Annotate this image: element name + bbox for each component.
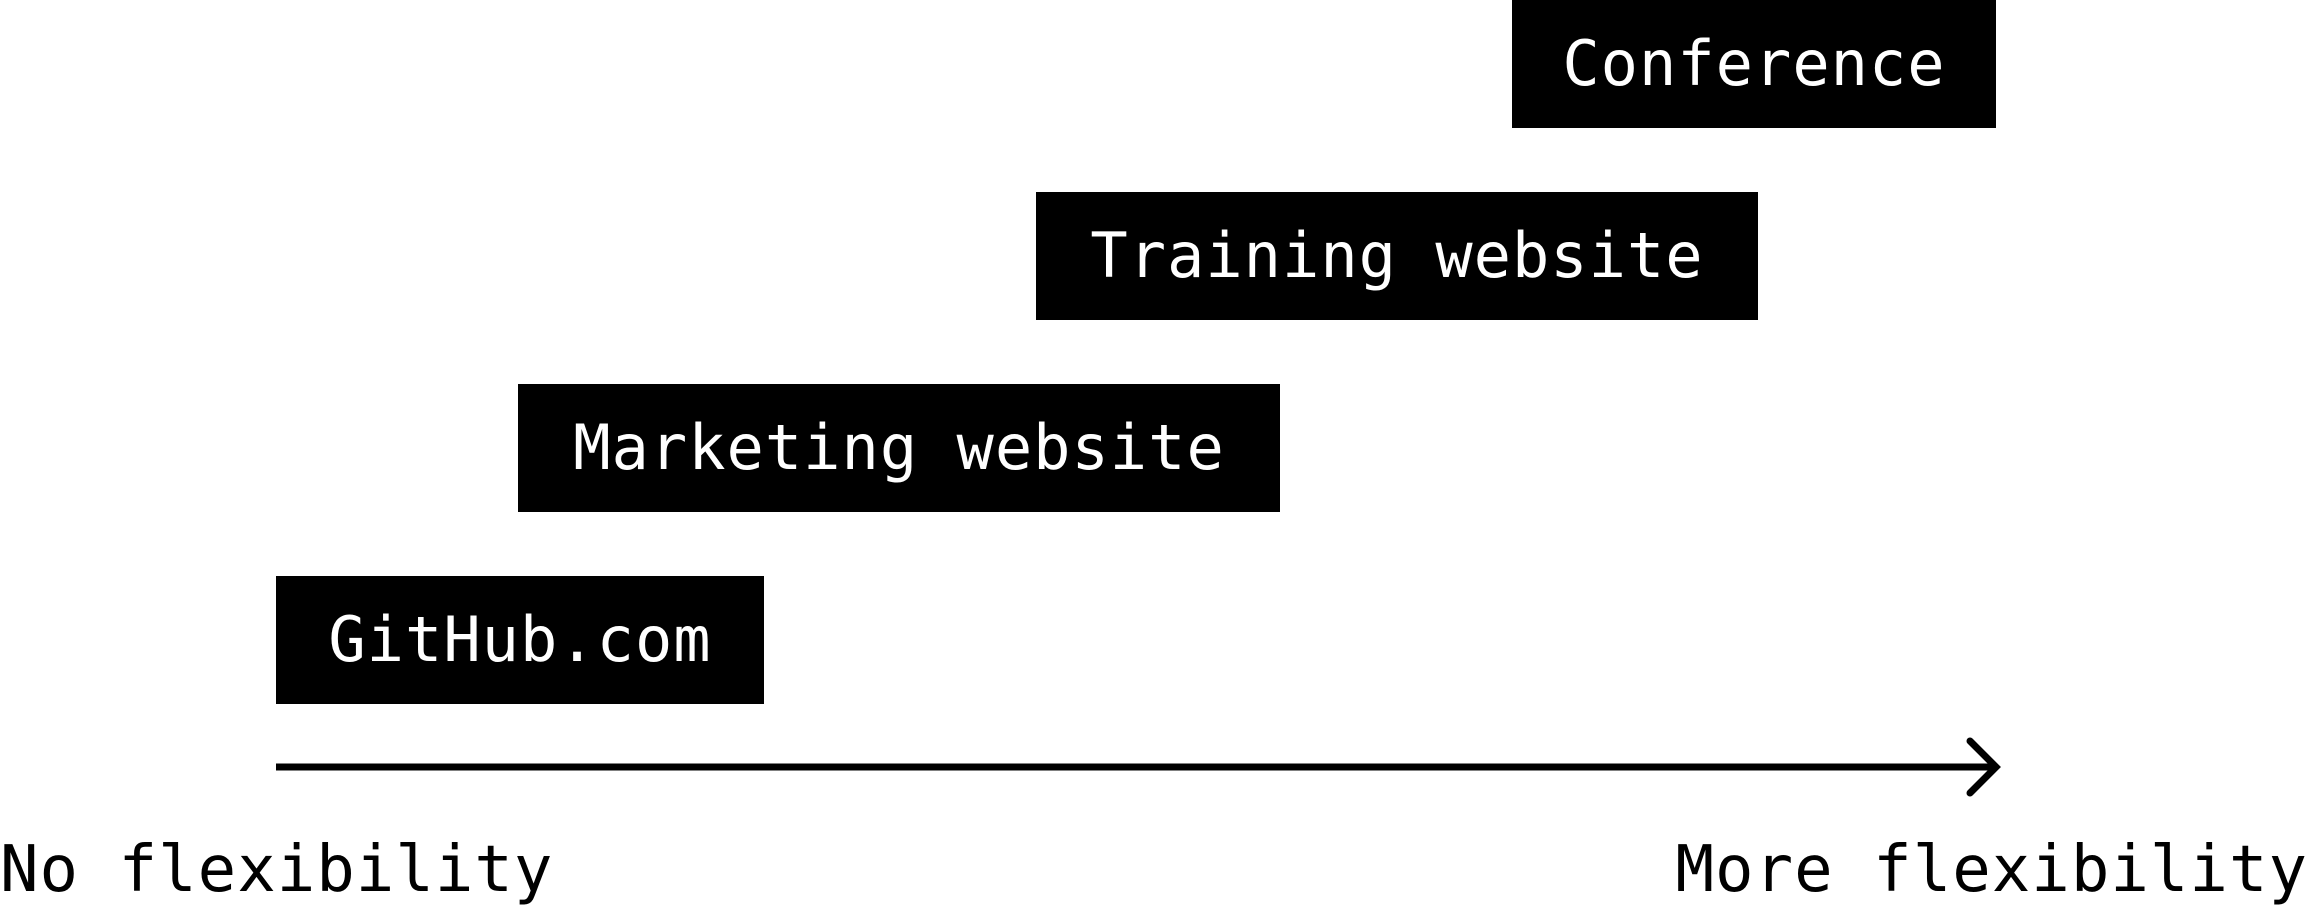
no-flexibility-label: No flexibility bbox=[0, 833, 554, 907]
more-flexibility-label: More flexibility bbox=[1675, 833, 2308, 907]
conference-box: Conference bbox=[1512, 0, 1996, 128]
training-website-box: Training website bbox=[1036, 192, 1758, 320]
github-com-box: GitHub.com bbox=[276, 576, 764, 704]
marketing-website-box: Marketing website bbox=[518, 384, 1280, 512]
axis-arrowhead-icon bbox=[1970, 741, 1996, 793]
